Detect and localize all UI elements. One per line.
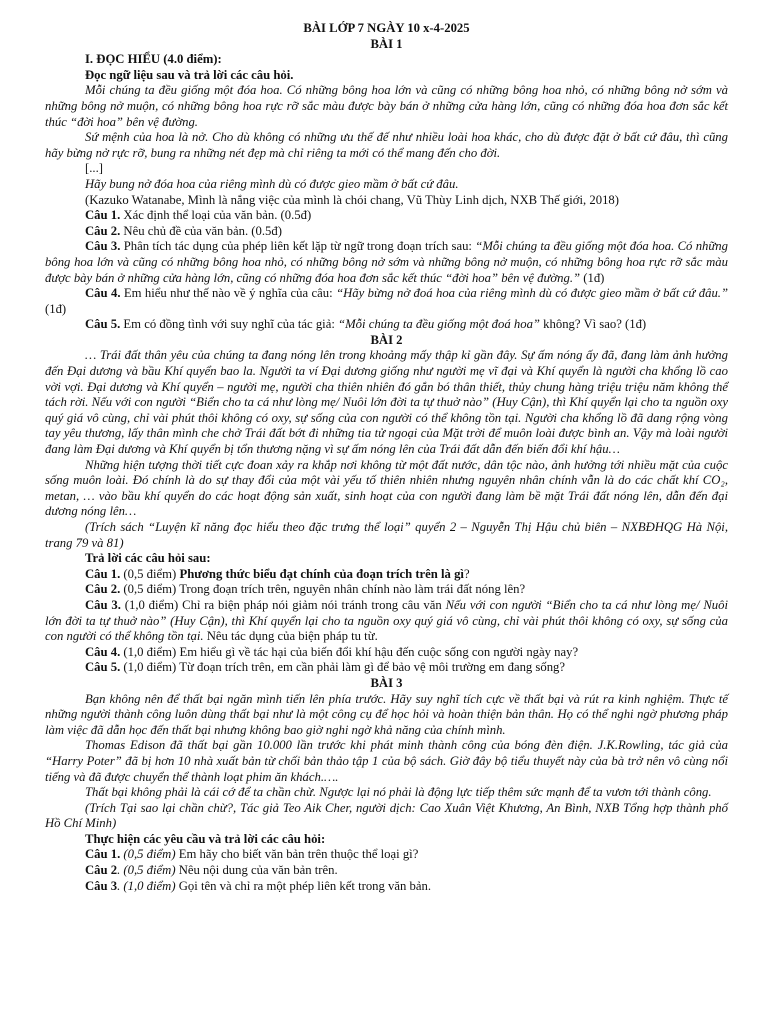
- question-bai3-2: [45, 863, 728, 879]
- question-text: Em hiểu như thế nào về ý nghĩa của câu:: [120, 286, 337, 301]
- question-bai1-3: [45, 239, 728, 286]
- question-text: (0,5 điểm) Trong đoạn trích trên, nguyên nhân chính nào làm trái đất nóng lên?: [120, 582, 526, 597]
- question-label: Câu 2: [85, 863, 118, 878]
- passage-bai3-p2: Thomas Edison đã thất bại gần 10.000 lần trước khi phát minh thành công của bóng đèn điện. J.K.Rowling, tác giả của “Harry Poter” đã bị hơn 10 nhà xuất bản từ chối bản thảo tập 1 của bộ sách. Giờ đây bộ tiểu thuyết này của bà trở nên vô cùng nổi tiếng và đã được chuyển thể thành loạt phim ăn khách.….: [45, 738, 728, 784]
- passage-bai1-p3: Hãy bung nở đóa hoa của riêng mình dù có được gieo mầm ở bất cứ đâu.: [85, 176, 459, 191]
- question-label: Câu 1.: [85, 566, 121, 581]
- question-label: Câu 1.: [85, 847, 121, 862]
- question-text: Nêu nội dung của văn bản trên.: [175, 863, 338, 878]
- passage-bai2-p1: … Trái đất thân yêu của chúng ta đang nóng lên trong khoảng mấy thập kỉ gần đây. Sự ấm nóng ấy đã, đang làm ảnh hưởng đến Đại dương và bầu Khí quyển bao la. Người ta ví Đại dương giống như người mẹ vĩ đại và Khí quyển là người cha khổng lồ cao vời vợi. Đại dương và Khí quyển – người mẹ, người cha thiên nhiên đó gắn bó thân thiết, thủy chung hàng triệu triệu năm không thể tách rời. Nếu với con người “Biển cho ta cá như lòng mẹ/ Nuôi lớn đời ta tự thuở nào” (Huy Cận), thì Khí quyển lại cho ta nguồn oxy quý giá vô cùng, chỉ vài phút thôi không có oxy, sự sống của con người có thể không tồn tại. Người cha khổng lồ đã dang rộng vòng tay yêu thương, lấy thân mình che chở Trái đất bớt đi những tia tử ngoại của Mặt trời để muôn loài được bình an. Vậy mà loài người đang làm Đại dương và Khí quyển bị tổn thương nặng vì sự ấm nóng lên của Trái đất dẫn đến biến đổi khí hậu…: [45, 348, 728, 457]
- question-bai1-5: [45, 317, 728, 333]
- question-bai3-3: [45, 879, 728, 895]
- question-label: Câu 4.: [85, 286, 121, 301]
- question-points: (0,5 điểm): [120, 847, 176, 862]
- question-bai3-1: [45, 847, 728, 863]
- question-label: Câu 2.: [85, 223, 121, 238]
- question-text: Nêu chủ đề của văn bản. (0.5đ): [120, 223, 282, 238]
- question-bai1-1: [45, 208, 728, 224]
- source-bai1: (Kazuko Watanabe, Mình là nắng việc của mình là chói chang, Vũ Thùy Linh dịch, NXB Thế giới, 2018): [85, 192, 619, 207]
- question-points: . (1,0 điểm): [117, 878, 176, 893]
- passage-bai1-p1: Mỗi chúng ta đều giống một đóa hoa. Có những bông hoa lớn và cũng có những bông hoa nhỏ, có những bông nở sớm và những bông nở muộn, có những bông hoa rực rỡ sắc màu được bày bán ở những cửa hàng lớn, cũng có những đóa hoa đơn sắc kết thúc “đời hoa” bên vệ đường.: [45, 83, 728, 129]
- document-title: BÀI LỚP 7 NGÀY 10 x-4-2025: [303, 21, 470, 35]
- question-label: Câu 1.: [85, 208, 121, 223]
- question-label: Câu 3.: [85, 597, 121, 612]
- question-bai2-1: [45, 567, 728, 583]
- question-quote: “Mỗi chúng ta đều giống một đóa hoa. Có những bông hoa lớn và cũng có những bông hoa nhỏ, có những bông nở sớm và những bông nở muộn, có những bông hoa rực rỡ sắc màu được bày bán ở những cửa hàng lớn, cũng có những đóa hoa đơn sắc kết thúc “đời hoa” bên vệ đường.”: [45, 239, 728, 285]
- question-text: (1,0 điểm) Từ đoạn trích trên, em cần phải làm gì để bảo vệ môi trường em đang sống?: [120, 660, 566, 675]
- question-bai1-2: [45, 224, 728, 240]
- question-text: Phương thức biểu đạt chính của đoạn trích trên là gì: [179, 566, 464, 581]
- part-heading-doc-hieu: I. ĐỌC HIỂU (4.0 điểm):: [85, 52, 222, 67]
- question-bai2-3: [45, 598, 728, 645]
- passage-bai1-p2: Sứ mệnh của hoa là nở. Cho dù không có những ưu thế đế như nhiều loài hoa khác, cho dù được đặt ở bất cứ đâu, thì cũng hãy bừng nở rực rỡ, bung ra những nét đẹp mà chỉ riêng ta mới có thể mang đến cho đời.: [45, 130, 728, 160]
- question-label: Câu 5.: [85, 317, 121, 332]
- source-bai2: (Trích sách “Luyện kĩ năng đọc hiểu theo đặc trưng thể loại” quyển 2 – Nguyễn Thị Hậu chủ biên – NXBĐHQG Hà Nội, trang 79 và 81): [45, 520, 728, 550]
- question-points: (1đ): [580, 270, 605, 285]
- question-label: Câu 2.: [85, 582, 121, 597]
- question-tail: ?: [463, 566, 470, 581]
- question-text: Xác định thể loại của văn bản. (0.5đ): [120, 208, 312, 223]
- section-heading-bai3: BÀI 3: [370, 675, 403, 690]
- question-bai1-4: [45, 286, 728, 317]
- question-points: (0,5 điểm): [120, 566, 180, 581]
- question-tail: Nêu tác dụng của biện pháp tu từ.: [203, 629, 378, 644]
- question-points: (1đ): [45, 301, 67, 316]
- question-text: (1,0 điểm) Em hiểu gì về tác hại của biến đổi khí hậu đến cuộc sống con người ngày nay?: [120, 644, 579, 659]
- section-heading-bai2: BÀI 2: [370, 332, 403, 347]
- question-points: không? Vì sao? (1đ): [539, 317, 647, 332]
- passage-bai3-p1: Bạn không nên để thất bại ngăn mình tiến lên phía trước. Hãy suy nghĩ tích cực về thất bại và rút ra kinh nghiệm. Thực tế những người thành công luôn dùng thất bại như là một công cụ để học hỏi và hoàn thiện bản thân. Họ có thể nghi ngờ phương pháp làm việc đã dẫn học đến thất bại nhưng không bao giờ nghi ngờ khả năng của chính mình.: [45, 691, 728, 737]
- question-text: Phân tích tác dụng của phép liên kết lặp từ ngữ trong đoạn trích sau:: [120, 239, 476, 254]
- passage-ellipsis: [...]: [85, 161, 103, 176]
- question-text: (1,0 điểm) Chỉ ra biện pháp nói giảm nói tránh trong câu văn: [120, 597, 446, 612]
- question-label: Câu 3.: [85, 239, 121, 254]
- passage-bai3-p3: Thất bại không phải là cái cớ để ta chần chừ. Ngược lại nó phải là động lực tiếp thêm sức mạnh để ta vươn tới thành công.: [85, 785, 712, 800]
- passage-bai2-p2: Những hiện tượng thời tiết cực đoan xảy ra khắp nơi không từ một đất nước, dân tộc nào, ảnh hưởng tới nhiều mặt của cuộc sống muôn loài. Đó chính là do sự thay đổi của một vài yếu tố thiên nhiên nhưng nguyên nhân chính vẫn là do các chất khí CO₂, metan, … vào bầu khí quyển do các hoạt động sản xuất, sinh hoạt của con người đang làm bề mặt Trái đất nóng lên, dẫn đến đại dương nóng lên…: [45, 457, 728, 519]
- question-bai2-4: [45, 645, 728, 661]
- question-quote: “Hãy bừng nở đoá hoa của riêng mình dù có được gieo mầm ở bất cứ đâu.”: [336, 286, 729, 301]
- question-label: Câu 5.: [85, 660, 121, 675]
- question-quote: Nếu với con người “Biển cho ta cá như lòng mẹ/ Nuôi lớn đời ta tự thuở nào” (Huy Cận), thì Khí quyển lại cho ta nguồn oxy quý giá vô cùng, chỉ vài phút thôi không có oxy, sự sống của con người có thể không tồn tại.: [45, 597, 728, 644]
- question-text: Em hãy cho biết văn bản trên thuộc thể loại gì?: [175, 847, 419, 862]
- section-heading-bai1: BÀI 1: [370, 36, 403, 51]
- question-label: Câu 3: [85, 878, 118, 893]
- instruction-bai2: Trả lời các câu hỏi sau:: [85, 551, 211, 566]
- question-text: Em có đồng tình với suy nghĩ của tác giả:: [120, 317, 339, 332]
- source-bai3: (Trích Tại sao lại chần chừ?, Tác giả Teo Aik Cher, người dịch: Cao Xuân Việt Khương, An Bình, NXB Tổng hợp thành phố Hồ Chí Minh): [45, 800, 728, 831]
- question-bai2-2: [45, 582, 728, 598]
- question-label: Câu 4.: [85, 644, 121, 659]
- question-points: . (0,5 điểm): [117, 863, 176, 878]
- question-quote: “Mỗi chúng ta đều giống một đoá hoa”: [338, 317, 540, 332]
- question-bai2-5: [45, 660, 728, 676]
- instruction-bai1: Đọc ngữ liệu sau và trả lời các câu hỏi.: [85, 67, 294, 82]
- instruction-bai3: Thực hiện các yêu cầu và trả lời các câu hỏi:: [85, 831, 326, 846]
- question-text: Gọi tên và chỉ ra một phép liên kết trong văn bản.: [175, 878, 432, 893]
